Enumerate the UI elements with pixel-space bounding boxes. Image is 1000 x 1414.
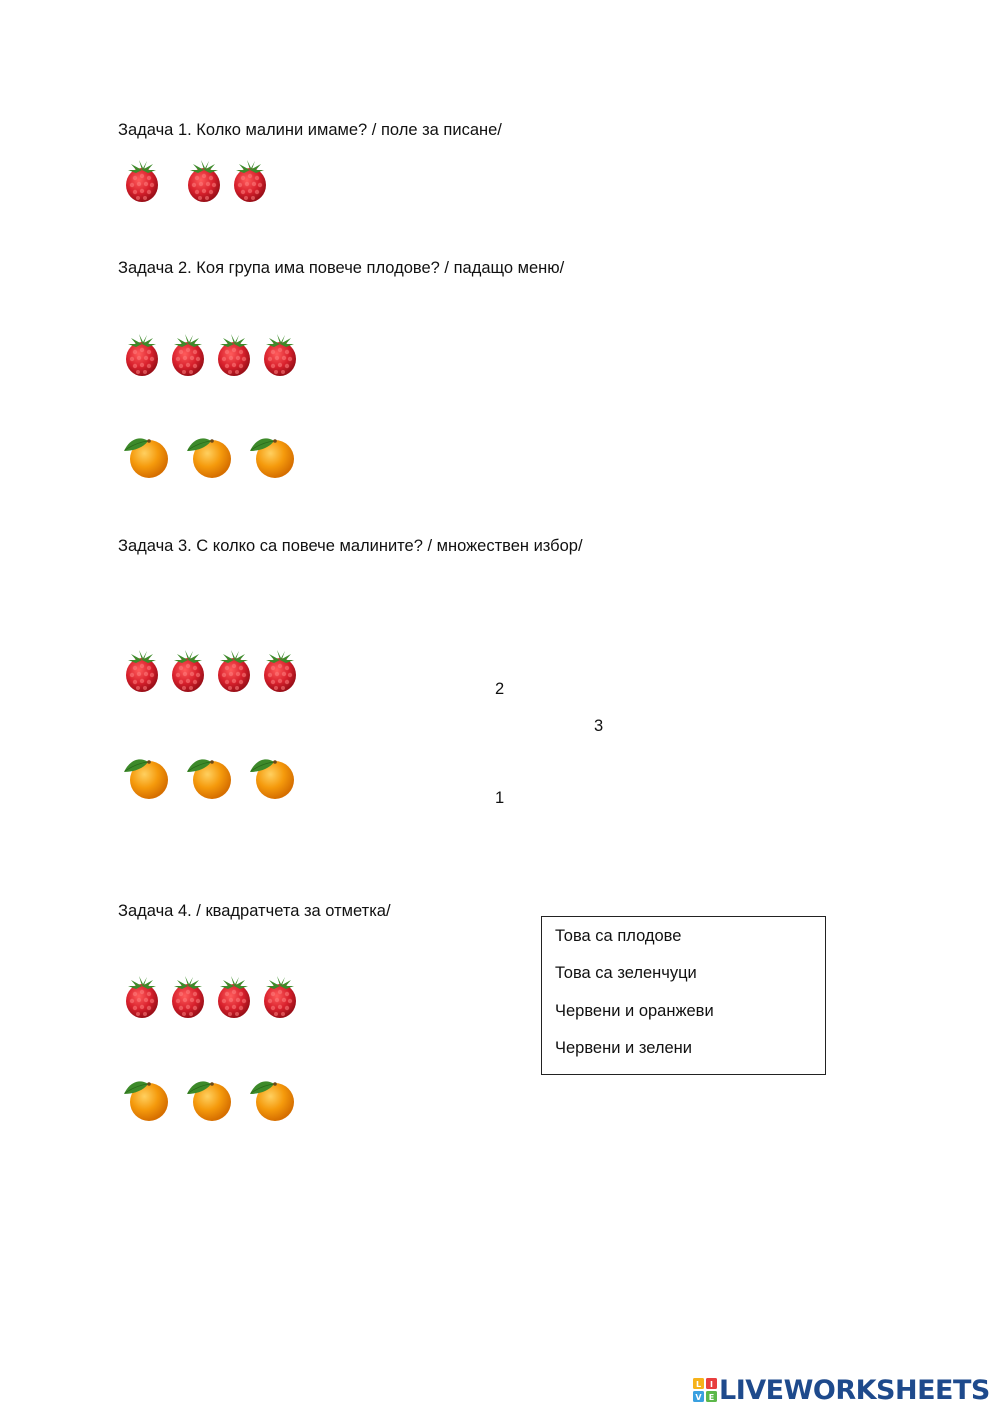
orange-image [121, 751, 171, 801]
orange-image [121, 1073, 171, 1123]
task1-title: Задача 1. Колко малини имаме? / поле за писане/ [118, 121, 502, 139]
orange-image [184, 430, 234, 480]
orange-image [247, 1073, 297, 1123]
orange-image [247, 751, 297, 801]
orange-image [184, 751, 234, 801]
choice-item[interactable]: Това са зеленчуци [555, 964, 697, 982]
orange-image [247, 430, 297, 480]
svg-text:V: V [695, 1393, 702, 1402]
brand-name: LIVEWORKSHEETS [719, 1374, 990, 1406]
raspberry-image [255, 972, 305, 1022]
orange-image [121, 430, 171, 480]
raspberry-image [209, 330, 259, 380]
svg-text:L: L [695, 1380, 702, 1389]
answer-option[interactable]: 1 [495, 789, 505, 807]
raspberry-image [163, 330, 213, 380]
svg-text:E: E [708, 1393, 715, 1402]
svg-text:I: I [710, 1380, 713, 1389]
raspberry-image [209, 972, 259, 1022]
raspberry-image [117, 330, 167, 380]
answer-option[interactable]: 2 [495, 680, 505, 698]
raspberry-image [163, 972, 213, 1022]
orange-image [184, 1073, 234, 1123]
task4-title: Задача 4. / квадратчета за отметка/ [118, 902, 391, 920]
raspberry-image [255, 646, 305, 696]
liveworksheets-logo-icon [693, 1378, 717, 1402]
answer-option[interactable]: 3 [594, 717, 604, 735]
raspberry-image [209, 646, 259, 696]
raspberry-image [255, 330, 305, 380]
raspberry-image [163, 646, 213, 696]
task3-title: Задача 3. С колко са повече малините? / множествен избор/ [118, 537, 583, 555]
raspberry-image [179, 156, 229, 206]
choice-item[interactable]: Червени и оранжеви [555, 1002, 714, 1020]
raspberry-image [117, 972, 167, 1022]
raspberry-image [117, 156, 167, 206]
choice-item[interactable]: Червени и зелени [555, 1039, 692, 1057]
choice-item[interactable]: Това са плодове [555, 927, 682, 945]
raspberry-image [117, 646, 167, 696]
task2-title: Задача 2. Коя група има повече плодове? / падащо меню/ [118, 259, 565, 277]
raspberry-image [225, 156, 275, 206]
checkbox-choices-box [541, 916, 826, 1075]
liveworksheets-logo [693, 1374, 990, 1406]
